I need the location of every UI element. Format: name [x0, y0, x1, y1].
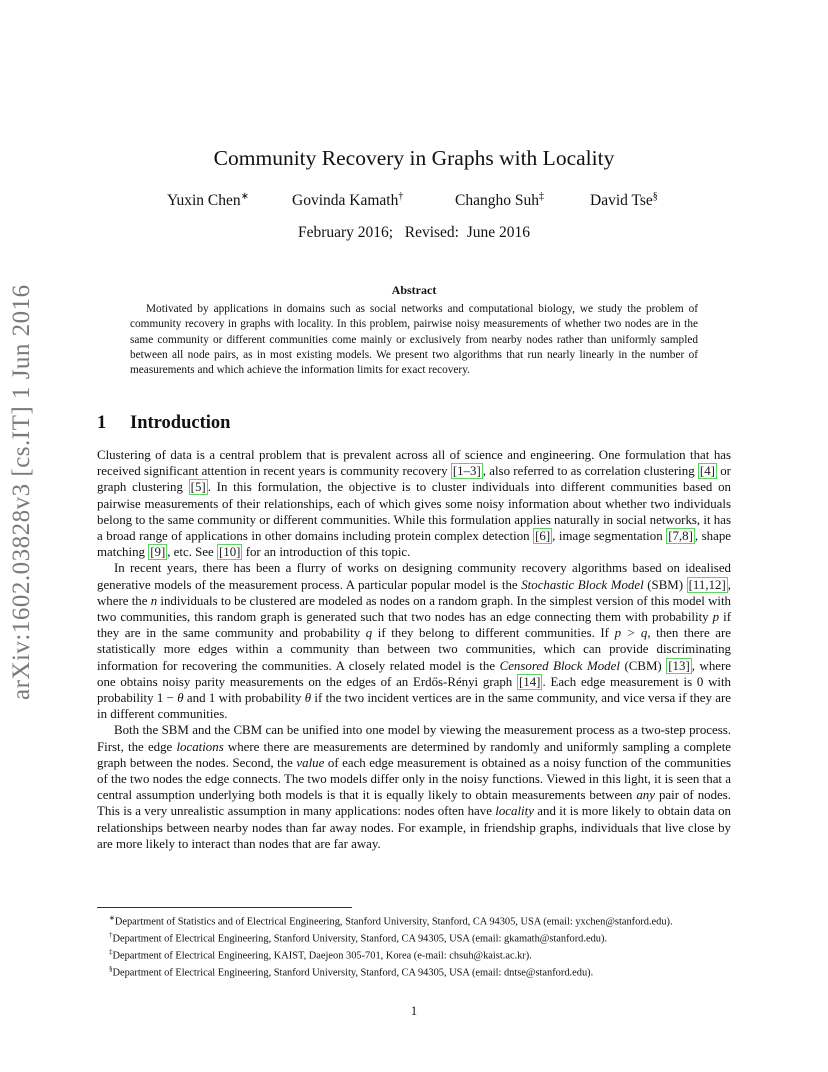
footnote-text: Department of Statistics and of Electrical Engineering, Stanford University, Stanford, CA 94305, USA (email: yxchen@stanford.edu). — [114, 916, 673, 928]
text-run: and 1 with probability — [183, 691, 305, 706]
text-run: if the two incident vertices are in the same community, and vice versa if they are in different communities. — [97, 691, 731, 722]
author-1 — [167, 191, 249, 210]
section-heading — [97, 413, 230, 434]
text-run: for an introduction of this topic. — [242, 545, 411, 560]
paragraph-1 — [97, 447, 731, 560]
author-name: Changho Suh — [455, 192, 539, 210]
citation-link[interactable]: [9] — [150, 545, 166, 560]
math-var: θ — [304, 691, 312, 706]
footnote-4 — [97, 963, 731, 980]
footnote-2 — [97, 929, 731, 946]
emphasis: locations — [176, 739, 224, 754]
text-run: , shape matching — [97, 529, 731, 560]
math-var: p — [712, 610, 720, 625]
text-run: , where the — [97, 577, 731, 608]
intro-body — [97, 447, 731, 852]
author-name: Yuxin Chen — [167, 192, 241, 210]
text-run: or graph clustering — [97, 464, 731, 495]
text-run: if they belong to different communities. If — [372, 626, 615, 641]
emphasis: locality — [495, 804, 534, 819]
citation-link[interactable]: [10] — [218, 545, 241, 560]
footnote-mark: † — [109, 931, 113, 940]
math-var: θ — [177, 691, 184, 706]
text-run: individuals to be clustered are modeled as nodes on a random graph. In the simplest version of this model with two communities, this random graph is generated such that two nodes has an edge connecting them with probability — [97, 593, 732, 625]
author-name: David Tse — [590, 192, 653, 210]
footnote-mark: ‡ — [109, 948, 113, 957]
citation-link[interactable]: [1–3] — [452, 464, 481, 479]
math-var: q — [365, 626, 373, 641]
footnote-mark: ∗ — [109, 914, 115, 922]
emphasis: Censored Block Model — [499, 658, 620, 673]
text-run: (SBM) — [643, 577, 687, 592]
text-run: where there are measurements are determined by randomly and uniformly sampling a complete graph between the nodes. Second, the — [97, 739, 732, 770]
footnote-rule — [97, 907, 352, 908]
text-run: if they are in the same community and probability — [97, 610, 731, 641]
author-3 — [455, 191, 544, 210]
author-name: Govinda Kamath — [292, 192, 399, 210]
text-run: (CBM) — [619, 658, 667, 673]
math-var: n — [150, 593, 158, 608]
footnote-text: Department of Electrical Engineering, KAIST, Daejeon 305-701, Korea (e-mail: chsuh@kaist.ac.kr). — [112, 950, 532, 962]
citation-link[interactable]: [13] — [668, 658, 690, 673]
abstract-text: Motivated by applications in domains such as social networks and computational biology, we study the problem of community recovery in graphs with locality. In this problem, pairwise noisy measurements of whether two nodes are in the same community or different communities come mainly or exclusively from nearby nodes rather than uniformly sampled between all node pairs, as in most existing models. We present two algorithms that run nearly linearly in the number of measurements and which achieve the information limits for exact recovery. — [130, 303, 698, 377]
emphasis: any — [636, 788, 655, 803]
paper-dates: February 2016; Revised: June 2016 — [297, 224, 531, 241]
author-4 — [590, 191, 658, 210]
math-expr: p > q — [614, 626, 648, 641]
arxiv-stamp: arXiv:1602.03828v3 [cs.IT] 1 Jun 2016 — [8, 284, 35, 700]
citation-link[interactable]: [4] — [699, 464, 715, 479]
text-run: In recent years, there has been a flurry of works on designing community recovery algorithms based on idealised generative models of the measurement process. A particular popular model is the — [97, 561, 731, 592]
section-title: Introduction — [130, 413, 231, 433]
text-run: , then there are statistically more edges within a community than between two communities, which can provide discriminating information for recovering the communities. A closely related model is the — [97, 626, 731, 673]
footnote-text: Department of Electrical Engineering, Stanford University, Stanford, CA 94305, USA (email: dntse@stanford.edu). — [112, 967, 594, 979]
author-mark: ∗ — [240, 191, 250, 202]
abstract-heading: Abstract — [391, 283, 437, 297]
author-2 — [292, 191, 403, 210]
emphasis: value — [296, 755, 325, 770]
paragraph-2 — [97, 560, 731, 722]
footnote-1 — [97, 912, 731, 929]
emphasis: Stochastic Block Model — [521, 577, 644, 592]
citation-link[interactable]: [14] — [519, 674, 541, 689]
citation-link[interactable]: [5] — [190, 480, 206, 495]
text-run: . Each edge measurement is 0 with probability 1 − — [97, 674, 731, 706]
footnote-text: Department of Electrical Engineering, Stanford University, Stanford, CA 94305, USA (email: gkamath@stanford.edu). — [112, 933, 608, 945]
text-run: . In this formulation, the objective is to cluster individuals into different communities based on pairwise measurements of their relationships, each of which gives some noisy information about whether two individuals belong to the same community or different communities. While this formulation applies naturally in social networks, it has a broad range of applications in other domains including protein complex detection — [97, 480, 731, 544]
footnote-3 — [97, 946, 731, 963]
text-run: , also referred to as correlation clustering — [482, 464, 698, 479]
author-mark: ‡ — [538, 191, 544, 202]
text-run: of each edge measurement is obtained as a noisy function of the communities of the two nodes the edge connects. The two models differ only in the noisy functions. Viewed in this light, it is seen that a central assumption underlying both models is that it is equally likely to obtain measurements between — [97, 755, 731, 803]
paragraph-3 — [97, 722, 731, 852]
text-run: , etc. See — [167, 545, 217, 560]
section-number: 1 — [97, 413, 107, 433]
author-mark: § — [652, 191, 658, 202]
citation-link[interactable]: [11,12] — [688, 577, 726, 592]
text-run: , image segmentation — [552, 529, 667, 544]
citation-link[interactable]: [7,8] — [668, 529, 693, 544]
footnotes — [97, 912, 731, 980]
author-mark: † — [398, 191, 404, 202]
footnote-mark: § — [109, 965, 113, 974]
text-run: Clustering of data is a central problem that is prevalent across all of science and engineering. One formulation that has received significant attention in recent years is community recovery — [97, 448, 731, 479]
paper-title: Community Recovery in Graphs with Locality — [213, 146, 615, 170]
text-run: Both the SBM and the CBM can be unified into one model by viewing the measurement process as a two-step process. First, the edge — [97, 723, 731, 754]
text-run: and it is more likely to obtain data on relationships between nearby nodes than far away nodes. For example, in friendship graphs, individuals that live close by are more likely to interact than nodes that are far away. — [97, 804, 731, 851]
citation-link[interactable]: [6] — [535, 529, 551, 544]
text-run: , where one obtains noisy parity measurements on the edges of an Erdős-Rényi graph — [97, 658, 732, 689]
text-run: pair of nodes. This is a very unrealistic assumption in many applications: nodes often have — [97, 788, 731, 819]
page-number: 1 — [410, 1004, 418, 1018]
